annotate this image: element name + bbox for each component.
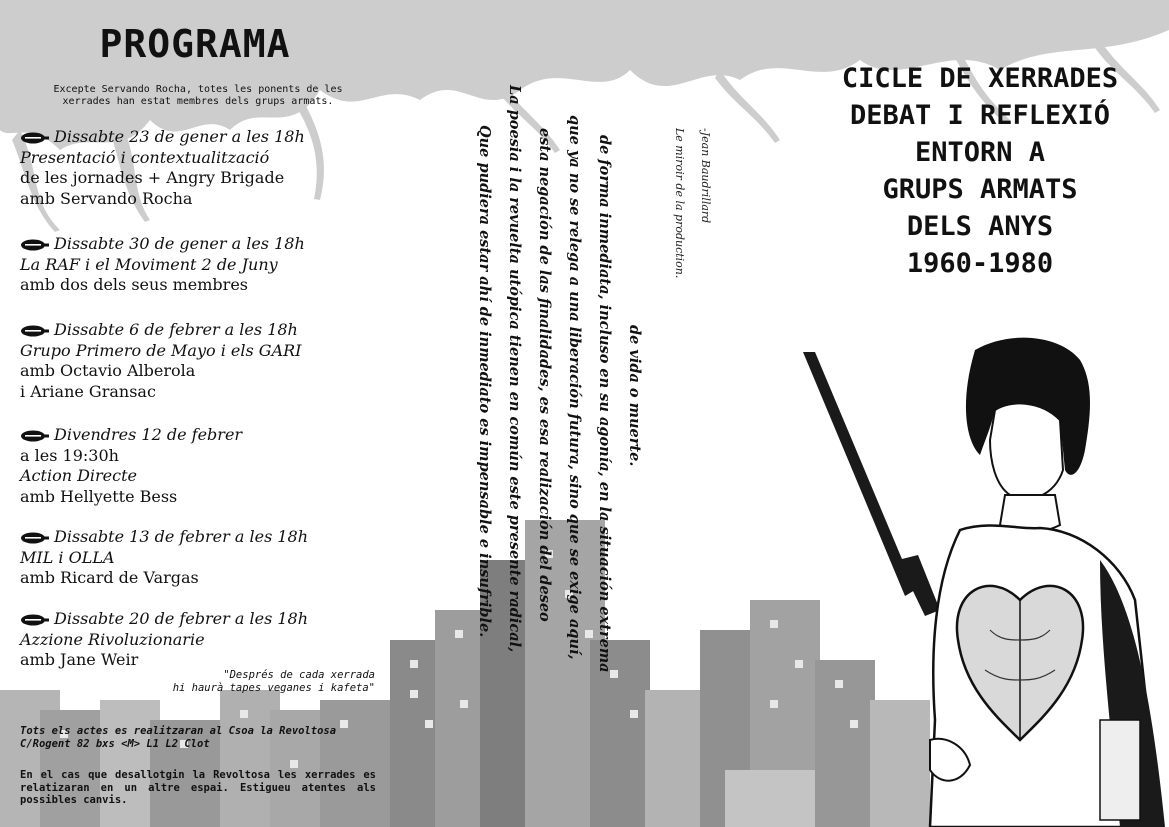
event-date: Dissabte 6 de febrer a les 18h [54, 320, 298, 339]
event-time: a les 19:30h [20, 445, 119, 465]
quote-source: Le miroir de la production. [673, 128, 686, 279]
program-panel [0, 0, 390, 827]
program-title: PROGRAMA [99, 22, 291, 66]
cover-title-line: DEBAT I REFLEXIÓ [849, 100, 1111, 131]
event-title: MIL i OLLA [20, 547, 115, 567]
bullet-shape-icon [20, 614, 50, 626]
event-title: Action Directe [20, 466, 138, 485]
cover-title-line: ENTORN A [914, 137, 1046, 168]
event-title: Grupo Primero de Mayo i els GARI [20, 340, 302, 360]
cover-title-line: GRUPS ARMATS [882, 174, 1078, 205]
event-date: Divendres 12 de febrer [54, 425, 243, 444]
quote-author: -Jean Baudrillard [699, 128, 712, 224]
food-note-line: hi haurà tapes veganes i kafeta" [172, 682, 375, 694]
event-speaker: amb Ricard de Vargas [20, 568, 199, 587]
event-speaker: i Ariane Gransac [20, 381, 156, 401]
event-speaker: amb Octavio Alberola [20, 361, 196, 380]
event-item [20, 425, 380, 507]
quote-column: La poesia i la revuelta utópica tienen en común este presente radical, [506, 85, 523, 653]
event-title: Azzione Rivoluzionarie [20, 629, 205, 649]
event-date: Dissabte 13 de febrer a les 18h [54, 527, 309, 546]
event-speaker: amb Servando Rocha [20, 188, 193, 208]
food-note [120, 669, 375, 695]
quote-column: que ya no se relega a una liberación futura, sino que se exige aquí, [566, 115, 583, 660]
quote-column: de vida o muerte. [626, 325, 643, 467]
event-date: Dissabte 20 de febrer a les 18h [54, 609, 309, 628]
event-detail: de les jornades + Angry Brigade [20, 168, 285, 187]
event-date: Dissabte 30 de gener a les 18h [54, 234, 305, 253]
event-title: Presentació i contextualització [20, 147, 270, 167]
bullet-shape-icon [20, 239, 50, 251]
cover-title-line: DELS ANYS [906, 211, 1054, 242]
event-item [20, 127, 380, 209]
bullet-shape-icon [20, 430, 50, 442]
bullet-shape-icon [20, 532, 50, 544]
cover-title [790, 60, 1169, 282]
quote-column: Que pudiera estar ahí de inmediato es impensable e insufrible. [476, 125, 493, 638]
event-item [20, 234, 380, 296]
event-speaker: amb Jane Weir [20, 650, 139, 669]
food-note-line: "Després de cada xerrada [223, 669, 375, 681]
event-date: Dissabte 23 de gener a les 18h [54, 127, 305, 146]
event-item [20, 320, 380, 402]
quote-column: de forma inmediata, incluso en su agonía, en la situación extrema [596, 135, 613, 673]
cover-title-line: 1960-1980 [906, 248, 1054, 279]
event-item [20, 609, 380, 671]
event-item [20, 527, 380, 589]
event-speaker: amb dos dels seus membres [20, 275, 248, 294]
location-info: Tots els actes es realitzaran al Csoa la Revoltosa C/Rogent 82 bxs <M> L1 L2 Clot [20, 725, 337, 750]
program-intro: Excepte Servando Rocha, totes les ponents de les xerrades han estat membres dels grups armats. [53, 84, 343, 107]
cover-title-line: CICLE DE XERRADES [841, 63, 1119, 94]
quote-column: esta negación de las finalidades, es esa realización del deseo [536, 128, 553, 622]
event-speaker: amb Hellyette Bess [20, 486, 178, 506]
event-title: La RAF i el Moviment 2 de Juny [20, 254, 278, 274]
eviction-notice: En el cas que desallotgin la Revoltosa les xerrades es relatizaran en un altre espai. Estigueu atentes als possibles canvis. [20, 769, 376, 806]
bullet-shape-icon [20, 325, 50, 337]
bullet-shape-icon [20, 132, 50, 144]
